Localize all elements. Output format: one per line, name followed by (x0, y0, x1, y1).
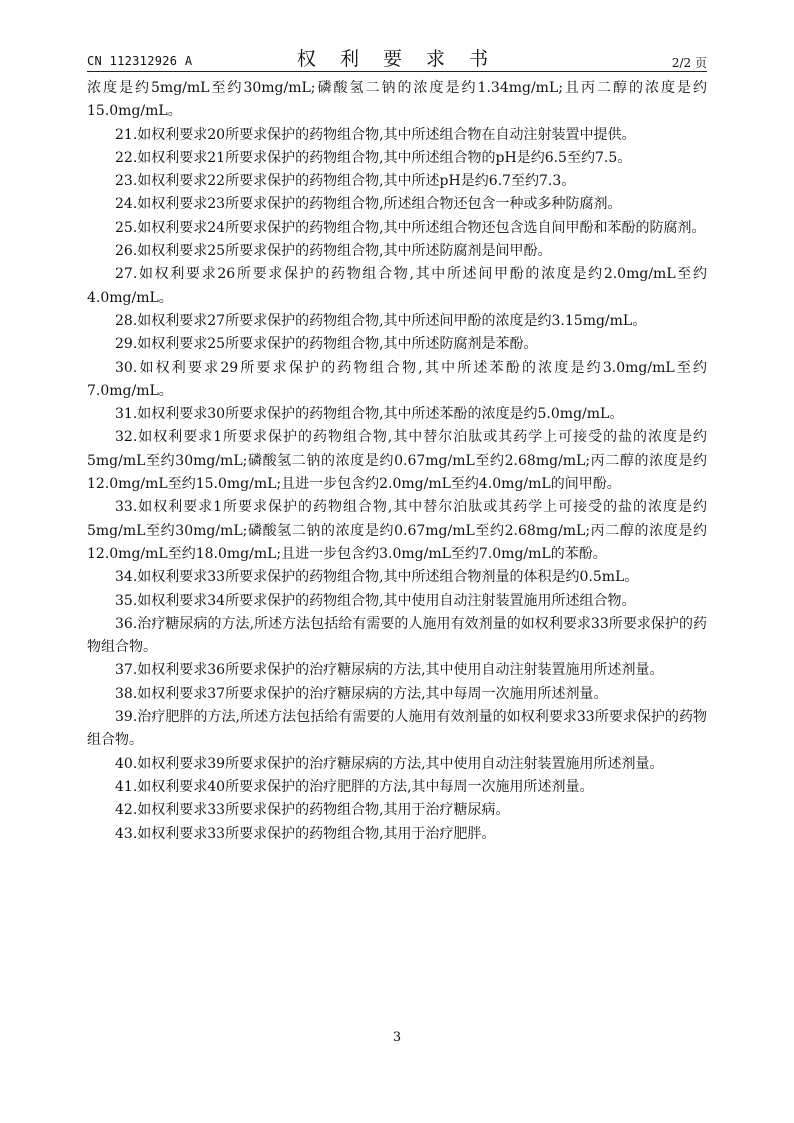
claim-34: 34.如权利要求33所要求保护的药物组合物,其中所述组合物剂量的体积是约0.5mL。 (115, 569, 639, 586)
page-count: 2/2 页 (671, 56, 707, 70)
page-number: 3 (392, 1030, 402, 1045)
claim-29: 29.如权利要求25所要求保护的药物组合物,其中所述防腐剂是苯酚。 (115, 336, 538, 353)
claim-28: 28.如权利要求27所要求保护的药物组合物,其中所述间甲酚的浓度是约3.15mg/mL。 (115, 312, 647, 329)
claim-37: 37.如权利要求36所要求保护的治疗糖尿病的方法,其中使用自动注射装置施用所述剂量。 (115, 662, 664, 679)
page-header (87, 44, 707, 70)
claim-25: 25.如权利要求24所要求保护的药物组合物,其中所述组合物还包含选自间甲酚和苯酚的防腐剂。 (115, 219, 706, 236)
claim-continuation: 浓度是约5mg/mL至约30mg/mL;磷酸氢二钠的浓度是约1.34mg/mL;且丙二醇的浓度是约15.0mg/mL。 (87, 80, 707, 120)
claim-27: 27.如权利要求26所要求保护的药物组合物,其中所述间甲酚的浓度是约2.0mg/mL至约4.0mg/mL。 (87, 266, 707, 306)
claim-36: 36.治疗糖尿病的方法,所述方法包括给有需要的人施用有效剂量的如权利要求33所要求保护的药物组合物。 (87, 615, 707, 656)
claim-32: 32.如权利要求1所要求保护的药物组合物,其中替尔泊肽或其药学上可接受的盐的浓度是约5mg/mL至约30mg/mL;磷酸氢二钠的浓度是约0.67mg/mL至约2.68mg/mL;丙二醇的浓度是约12.0mg/mL至约15.0mg/mL;且进一步包含约2.0mg/mL至约4.0mg/mL的间甲酚。 (87, 429, 707, 493)
claim-30: 30.如权利要求29所要求保护的药物组合物,其中所述苯酚的浓度是约3.0mg/mL至约7.0mg/mL。 (87, 359, 707, 399)
claim-38: 38.如权利要求37所要求保护的治疗糖尿病的方法,其中每周一次施用所述剂量。 (115, 685, 608, 702)
claims-body (87, 77, 707, 846)
claim-24: 24.如权利要求23所要求保护的药物组合物,所述组合物还包含一种或多种防腐剂。 (115, 196, 622, 213)
document-number: CN 112312926 A (87, 54, 193, 68)
claim-33: 33.如权利要求1所要求保护的药物组合物,其中替尔泊肽或其药学上可接受的盐的浓度是约5mg/mL至约30mg/mL;磷酸氢二钠的浓度是约0.67mg/mL至约2.68mg/mL;丙二醇的浓度是约12.0mg/mL至约18.0mg/mL;且进一步包含约3.0mg/mL至约7.0mg/mL的苯酚。 (87, 499, 707, 562)
claim-31: 31.如权利要求30所要求保护的药物组合物,其中所述苯酚的浓度是约5.0mg/mL。 (115, 406, 624, 423)
claim-23: 23.如权利要求22所要求保护的药物组合物,其中所述pH是约6.7至约7.3。 (115, 173, 576, 190)
claim-22: 22.如权利要求21所要求保护的药物组合物,其中所述组合物的pH是约6.5至约7.5。 (115, 149, 632, 166)
claim-21: 21.如权利要求20所要求保护的药物组合物,其中所述组合物在自动注射装置中提供。 (115, 126, 636, 143)
claim-35: 35.如权利要求34所要求保护的药物组合物,其中使用自动注射装置施用所述组合物。 (115, 592, 636, 609)
claim-26: 26.如权利要求25所要求保护的药物组合物,其中所述防腐剂是间甲酚。 (115, 243, 552, 260)
document-title: 权 利 要 求 书 (296, 48, 498, 70)
claim-41: 41.如权利要求40所要求保护的治疗肥胖的方法,其中每周一次施用所述剂量。 (115, 778, 594, 795)
header-rule (87, 71, 707, 72)
claim-39: 39.治疗肥胖的方法,所述方法包括给有需要的人施用有效剂量的如权利要求33所要求保护的药物组合物。 (87, 709, 707, 749)
claim-43: 43.如权利要求33所要求保护的药物组合物,其用于治疗肥胖。 (115, 825, 496, 842)
claim-40: 40.如权利要求39所要求保护的治疗糖尿病的方法,其中使用自动注射装置施用所述剂量。 (115, 755, 664, 772)
claim-42: 42.如权利要求33所要求保护的药物组合物,其用于治疗糖尿病。 (115, 802, 510, 819)
